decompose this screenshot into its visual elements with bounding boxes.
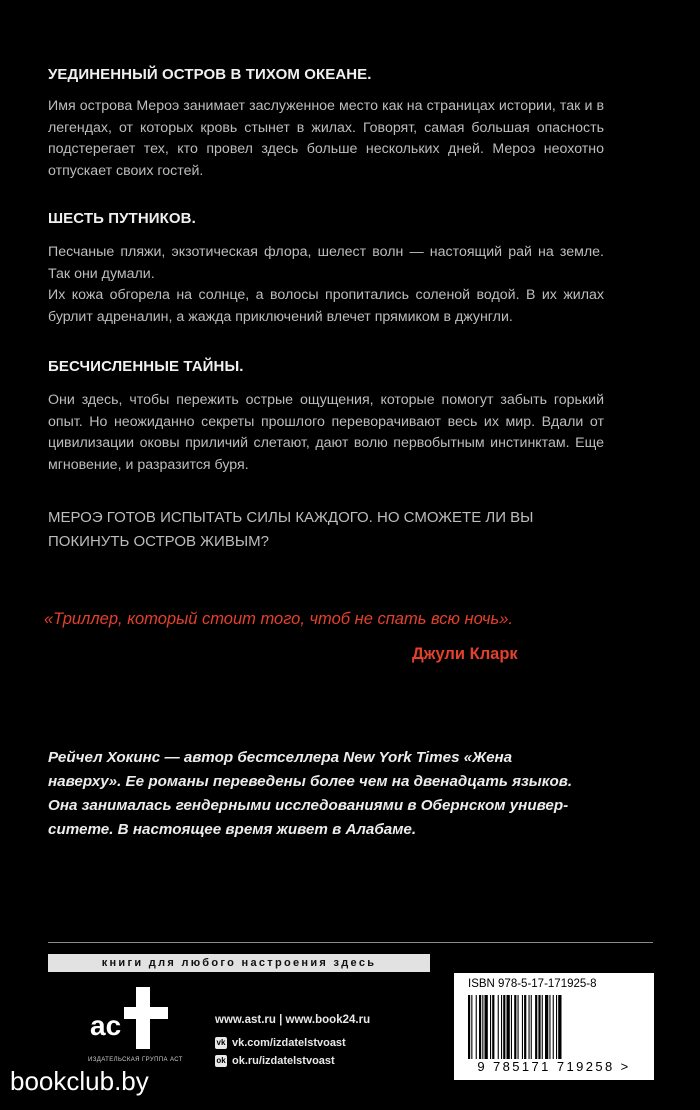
paragraph: Песчаные пляжи, экзотическая флора, шелест волн — настоящий рай на земле. Так они думали. xyxy=(48,244,604,282)
section-heading-secrets: БЕСЧИСЛЕННЫЕ ТАЙНЫ. xyxy=(48,358,244,375)
barcode-bar xyxy=(549,995,550,1059)
barcode-bar xyxy=(485,995,488,1059)
section-text-secrets xyxy=(48,390,604,476)
barcode-bar xyxy=(542,995,543,1059)
barcode-bar xyxy=(511,995,512,1059)
barcode-bar xyxy=(501,995,502,1059)
barcode-bar xyxy=(531,995,532,1059)
barcode-bar xyxy=(545,995,548,1059)
section-text-island xyxy=(48,96,604,182)
barcode-bar xyxy=(535,995,537,1059)
bio-line: ситете. В настоящее время живет в Алабаме. xyxy=(48,821,417,838)
website-links[interactable]: www.ast.ru | www.book24.ru xyxy=(215,1014,371,1026)
review-quote: «Триллер, который стоит того, чтоб не спать всю ночь». xyxy=(44,610,513,628)
isbn-barcode xyxy=(454,973,654,1080)
vk-link[interactable] xyxy=(215,1037,346,1049)
barcode-bar xyxy=(529,995,530,1059)
publisher-name: ИЗДАТЕЛЬСКАЯ ГРУППА АСТ xyxy=(88,1057,183,1063)
bio-line: наверху». Ее романы переведены более чем на двенадцать языков. xyxy=(48,773,573,790)
barcode-bar xyxy=(498,995,499,1059)
section-heading-travelers: ШЕСТЬ ПУТНИКОВ. xyxy=(48,210,196,227)
barcode-bar xyxy=(558,995,561,1059)
barcode-bar xyxy=(538,995,540,1059)
barcode-bar xyxy=(479,995,481,1059)
barcode-bar xyxy=(492,995,494,1059)
barcode-bar xyxy=(503,995,505,1059)
paragraph: Они здесь, чтобы пережить острые ощущения, которые помогут забыть горький опыт. Но неожиданно секреты прошлого переворачивают весь их мир. Вдали от цивилизации оковы приличий слетают, дают волю первобытным инстинктам. Еще мгновение, и разразится буря. xyxy=(48,392,604,473)
author-bio xyxy=(48,746,608,842)
ok-link[interactable] xyxy=(215,1055,335,1067)
barcode-bar xyxy=(524,995,526,1059)
footer-divider xyxy=(48,942,653,943)
barcode-bar xyxy=(507,995,510,1059)
bio-line: Она занималась гендерными исследованиями в Обернском универ- xyxy=(48,797,569,814)
paragraph: Их кожа обгорела на солнце, а волосы пропитались соленой водой. В их жилах бурлит адреналин, а жажда приключений влечет прямиком в джунгли. xyxy=(48,287,604,325)
barcode-bar xyxy=(482,995,483,1059)
barcode-bar xyxy=(518,995,519,1059)
bio-line: Рейчел Хокинс — автор бестселлера New York Times «Жена xyxy=(48,749,513,766)
barcode-bar xyxy=(490,995,491,1059)
ok-url: ok.ru/izdatelstvoast xyxy=(232,1055,335,1067)
barcode-digits: 9 785171 719258 > xyxy=(477,1059,631,1074)
barcode-bars xyxy=(468,995,644,1059)
barcode-bar xyxy=(471,995,472,1059)
paragraph: Имя острова Мероэ занимает заслуженное место как на страницах истории, так и в легендах, от которых кровь стынет в жилах. Говорят, самая большая опасность подстерегает тех, кто провел здесь больше нескольких дней. Мероэ неохотно отпускает своих гостей. xyxy=(48,98,604,179)
vk-url: vk.com/izdatelstvoast xyxy=(232,1037,346,1049)
closing-question: МЕРОЭ ГОТОВ ИСПЫТАТЬ СИЛЫ КАЖДОГО. НО СМОЖЕТЕ ЛИ ВЫ ПОКИНУТЬ ОСТРОВ ЖИВЫМ? xyxy=(48,509,534,550)
barcode-bar xyxy=(522,995,523,1059)
section-text-travelers xyxy=(48,242,604,328)
barcode-bar xyxy=(476,995,477,1059)
vk-icon: vk xyxy=(216,1038,226,1047)
barcode-bar xyxy=(514,995,516,1059)
footer-banner: книги для любого настроения здесь xyxy=(48,954,430,972)
barcode-bar xyxy=(556,995,557,1059)
svg-text:ac: ac xyxy=(90,1010,122,1041)
watermark: bookclub.by xyxy=(10,1066,149,1096)
isbn-number: ISBN 978-5-17-171925-8 xyxy=(468,978,597,990)
barcode-bar xyxy=(553,995,554,1059)
ok-icon: ok xyxy=(216,1056,226,1065)
section-heading-island: УЕДИНЕННЫЙ ОСТРОВ В ТИХОМ ОКЕАНЕ. xyxy=(48,66,372,83)
ast-logo-icon xyxy=(84,983,174,1055)
barcode-bar xyxy=(468,995,470,1059)
quote-author: Джули Кларк xyxy=(412,645,518,663)
